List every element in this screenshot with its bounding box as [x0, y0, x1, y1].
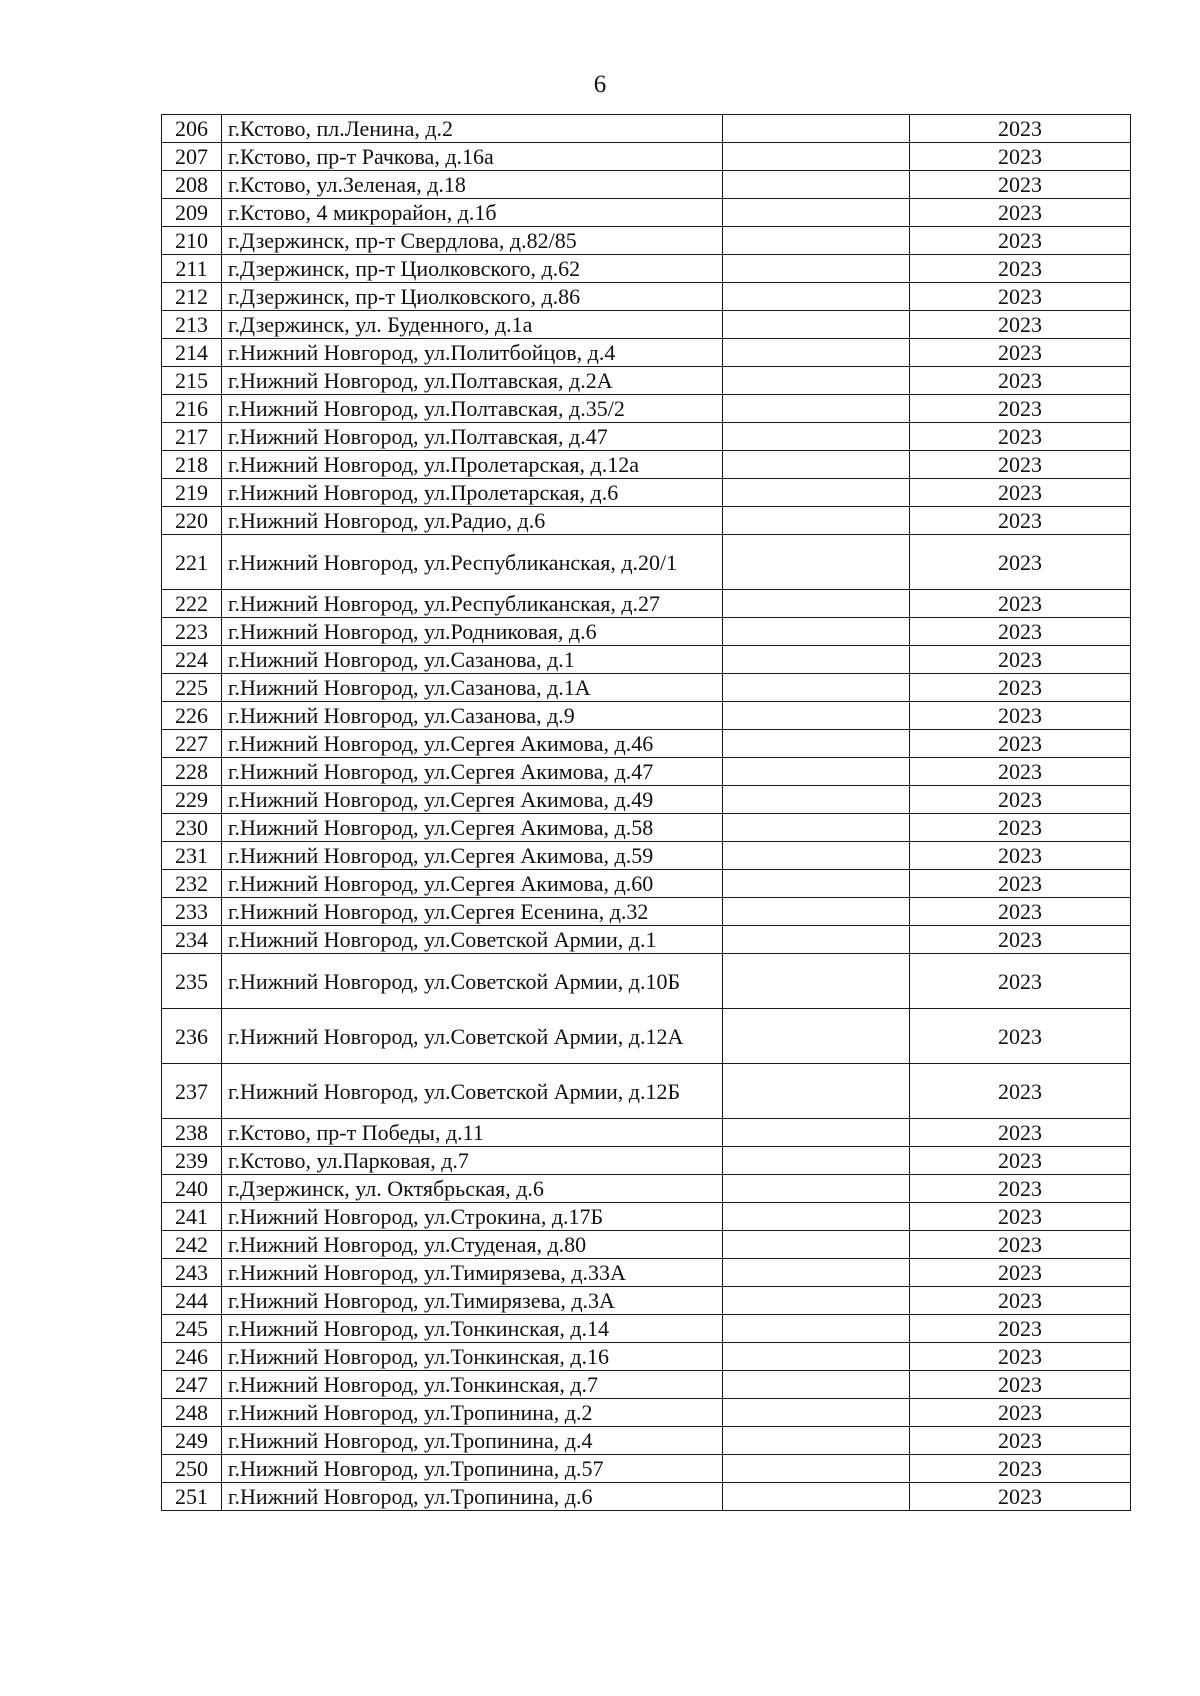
table-row [162, 1203, 1131, 1231]
row-number-cell: 234 [162, 926, 222, 954]
table-row [162, 451, 1131, 479]
address-cell: г.Нижний Новгород, ул.Советской Армии, д.1 [222, 926, 723, 954]
address-table-body [162, 115, 1131, 1511]
note-cell [723, 842, 910, 870]
row-number-cell: 237 [162, 1064, 222, 1119]
year-cell: 2023 [910, 618, 1131, 646]
table-row [162, 1064, 1131, 1119]
table-row [162, 535, 1131, 590]
note-cell [723, 1203, 910, 1231]
note-cell [723, 954, 910, 1009]
note-cell [723, 1147, 910, 1175]
year-cell: 2023 [910, 367, 1131, 395]
note-cell [723, 590, 910, 618]
table-row [162, 926, 1131, 954]
row-number-cell: 220 [162, 507, 222, 535]
address-cell: г.Нижний Новгород, ул.Сергея Акимова, д.59 [222, 842, 723, 870]
year-cell: 2023 [910, 702, 1131, 730]
address-cell: г.Нижний Новгород, ул.Тонкинская, д.14 [222, 1315, 723, 1343]
year-cell: 2023 [910, 814, 1131, 842]
year-cell: 2023 [910, 1455, 1131, 1483]
row-number-cell: 214 [162, 339, 222, 367]
table-row [162, 283, 1131, 311]
note-cell [723, 1287, 910, 1315]
address-cell: г.Нижний Новгород, ул.Сергея Акимова, д.60 [222, 870, 723, 898]
address-cell: г.Нижний Новгород, ул.Строкина, д.17Б [222, 1203, 723, 1231]
year-cell: 2023 [910, 1064, 1131, 1119]
address-cell: г.Нижний Новгород, ул.Студеная, д.80 [222, 1231, 723, 1259]
table-row [162, 199, 1131, 227]
note-cell [723, 786, 910, 814]
address-cell: г.Нижний Новгород, ул.Сазанова, д.9 [222, 702, 723, 730]
address-cell: г.Кстово, ул.Зеленая, д.18 [222, 171, 723, 199]
year-cell: 2023 [910, 674, 1131, 702]
address-cell: г.Нижний Новгород, ул.Республиканская, д.27 [222, 590, 723, 618]
note-cell [723, 702, 910, 730]
table-row [162, 1147, 1131, 1175]
table-row [162, 367, 1131, 395]
year-cell: 2023 [910, 730, 1131, 758]
note-cell [723, 1009, 910, 1064]
table-row [162, 255, 1131, 283]
table-row [162, 143, 1131, 171]
year-cell: 2023 [910, 255, 1131, 283]
address-cell: г.Нижний Новгород, ул.Тропинина, д.6 [222, 1483, 723, 1511]
table-row [162, 1371, 1131, 1399]
note-cell [723, 1064, 910, 1119]
year-cell: 2023 [910, 1371, 1131, 1399]
row-number-cell: 243 [162, 1259, 222, 1287]
address-cell: г.Дзержинск, пр-т Циолковского, д.62 [222, 255, 723, 283]
year-cell: 2023 [910, 926, 1131, 954]
row-number-cell: 228 [162, 758, 222, 786]
year-cell: 2023 [910, 143, 1131, 171]
table-row [162, 423, 1131, 451]
table-row [162, 171, 1131, 199]
year-cell: 2023 [910, 1203, 1131, 1231]
address-cell: г.Нижний Новгород, ул.Тропинина, д.4 [222, 1427, 723, 1455]
year-cell: 2023 [910, 1147, 1131, 1175]
address-cell: г.Нижний Новгород, ул.Тропинина, д.2 [222, 1399, 723, 1427]
page-number: 6 [593, 71, 607, 98]
table-row [162, 507, 1131, 535]
address-cell: г.Нижний Новгород, ул.Сазанова, д.1 [222, 646, 723, 674]
note-cell [723, 507, 910, 535]
table-row [162, 1119, 1131, 1147]
row-number-cell: 224 [162, 646, 222, 674]
row-number-cell: 212 [162, 283, 222, 311]
address-cell: г.Кстово, пр-т Рачкова, д.16а [222, 143, 723, 171]
row-number-cell: 227 [162, 730, 222, 758]
table-row [162, 1343, 1131, 1371]
address-cell: г.Нижний Новгород, ул.Республиканская, д.20/1 [222, 535, 723, 590]
address-cell: г.Нижний Новгород, ул.Сазанова, д.1А [222, 674, 723, 702]
row-number-cell: 213 [162, 311, 222, 339]
year-cell: 2023 [910, 1315, 1131, 1343]
address-cell: г.Нижний Новгород, ул.Советской Армии, д.12А [222, 1009, 723, 1064]
row-number-cell: 225 [162, 674, 222, 702]
table-row [162, 1315, 1131, 1343]
address-cell: г.Нижний Новгород, ул.Тропинина, д.57 [222, 1455, 723, 1483]
table-row [162, 1009, 1131, 1064]
address-cell: г.Дзержинск, пр-т Свердлова, д.82/85 [222, 227, 723, 255]
address-cell: г.Нижний Новгород, ул.Тимирязева, д.33А [222, 1259, 723, 1287]
table-row [162, 870, 1131, 898]
note-cell [723, 395, 910, 423]
row-number-cell: 244 [162, 1287, 222, 1315]
address-cell: г.Нижний Новгород, ул.Радио, д.6 [222, 507, 723, 535]
table-row [162, 786, 1131, 814]
row-number-cell: 242 [162, 1231, 222, 1259]
note-cell [723, 1315, 910, 1343]
note-cell [723, 926, 910, 954]
note-cell [723, 1343, 910, 1371]
row-number-cell: 238 [162, 1119, 222, 1147]
row-number-cell: 245 [162, 1315, 222, 1343]
year-cell: 2023 [910, 786, 1131, 814]
address-cell: г.Нижний Новгород, ул.Пролетарская, д.6 [222, 479, 723, 507]
table-row [162, 395, 1131, 423]
row-number-cell: 208 [162, 171, 222, 199]
year-cell: 2023 [910, 311, 1131, 339]
row-number-cell: 217 [162, 423, 222, 451]
address-cell: г.Нижний Новгород, ул.Сергея Акимова, д.49 [222, 786, 723, 814]
address-cell: г.Нижний Новгород, ул.Тонкинская, д.16 [222, 1343, 723, 1371]
table-row [162, 674, 1131, 702]
table-row [162, 758, 1131, 786]
note-cell [723, 227, 910, 255]
row-number-cell: 248 [162, 1399, 222, 1427]
table-row [162, 842, 1131, 870]
note-cell [723, 423, 910, 451]
note-cell [723, 814, 910, 842]
table-row [162, 1175, 1131, 1203]
address-cell: г.Нижний Новгород, ул.Сергея Акимова, д.47 [222, 758, 723, 786]
table-row [162, 730, 1131, 758]
row-number-cell: 215 [162, 367, 222, 395]
row-number-cell: 206 [162, 115, 222, 143]
row-number-cell: 218 [162, 451, 222, 479]
note-cell [723, 171, 910, 199]
address-cell: г.Нижний Новгород, ул.Тонкинская, д.7 [222, 1371, 723, 1399]
address-cell: г.Кстово, 4 микрорайон, д.1б [222, 199, 723, 227]
address-cell: г.Нижний Новгород, ул.Сергея Акимова, д.46 [222, 730, 723, 758]
note-cell [723, 143, 910, 171]
address-cell: г.Нижний Новгород, ул.Полтавская, д.2А [222, 367, 723, 395]
row-number-cell: 223 [162, 618, 222, 646]
year-cell: 2023 [910, 1343, 1131, 1371]
note-cell [723, 311, 910, 339]
year-cell: 2023 [910, 758, 1131, 786]
row-number-cell: 221 [162, 535, 222, 590]
note-cell [723, 674, 910, 702]
note-cell [723, 451, 910, 479]
address-cell: г.Дзержинск, ул. Буденного, д.1а [222, 311, 723, 339]
note-cell [723, 115, 910, 143]
address-cell: г.Нижний Новгород, ул.Родниковая, д.6 [222, 618, 723, 646]
row-number-cell: 211 [162, 255, 222, 283]
year-cell: 2023 [910, 1259, 1131, 1287]
row-number-cell: 210 [162, 227, 222, 255]
year-cell: 2023 [910, 507, 1131, 535]
year-cell: 2023 [910, 1483, 1131, 1511]
table-row [162, 311, 1131, 339]
note-cell [723, 339, 910, 367]
address-cell: г.Нижний Новгород, ул.Советской Армии, д.12Б [222, 1064, 723, 1119]
address-cell: г.Нижний Новгород, ул.Тимирязева, д.3А [222, 1287, 723, 1315]
table-row [162, 339, 1131, 367]
note-cell [723, 479, 910, 507]
year-cell: 2023 [910, 842, 1131, 870]
address-cell: г.Нижний Новгород, ул.Сергея Есенина, д.32 [222, 898, 723, 926]
address-cell: г.Кстово, пр-т Победы, д.11 [222, 1119, 723, 1147]
table-row [162, 1455, 1131, 1483]
note-cell [723, 870, 910, 898]
year-cell: 2023 [910, 1399, 1131, 1427]
row-number-cell: 216 [162, 395, 222, 423]
year-cell: 2023 [910, 171, 1131, 199]
year-cell: 2023 [910, 870, 1131, 898]
address-cell: г.Нижний Новгород, ул.Сергея Акимова, д.58 [222, 814, 723, 842]
note-cell [723, 1119, 910, 1147]
year-cell: 2023 [910, 283, 1131, 311]
table-row [162, 227, 1131, 255]
row-number-cell: 240 [162, 1175, 222, 1203]
year-cell: 2023 [910, 590, 1131, 618]
note-cell [723, 1399, 910, 1427]
row-number-cell: 229 [162, 786, 222, 814]
row-number-cell: 241 [162, 1203, 222, 1231]
row-number-cell: 219 [162, 479, 222, 507]
table-row [162, 1231, 1131, 1259]
row-number-cell: 251 [162, 1483, 222, 1511]
address-cell: г.Нижний Новгород, ул.Полтавская, д.47 [222, 423, 723, 451]
row-number-cell: 231 [162, 842, 222, 870]
year-cell: 2023 [910, 954, 1131, 1009]
year-cell: 2023 [910, 479, 1131, 507]
table-row [162, 590, 1131, 618]
note-cell [723, 1455, 910, 1483]
row-number-cell: 246 [162, 1343, 222, 1371]
note-cell [723, 199, 910, 227]
row-number-cell: 233 [162, 898, 222, 926]
row-number-cell: 239 [162, 1147, 222, 1175]
table-row [162, 479, 1131, 507]
address-cell: г.Нижний Новгород, ул.Полтавская, д.35/2 [222, 395, 723, 423]
table-row [162, 898, 1131, 926]
year-cell: 2023 [910, 115, 1131, 143]
row-number-cell: 232 [162, 870, 222, 898]
year-cell: 2023 [910, 898, 1131, 926]
table-row [162, 1399, 1131, 1427]
row-number-cell: 247 [162, 1371, 222, 1399]
note-cell [723, 1231, 910, 1259]
note-cell [723, 758, 910, 786]
row-number-cell: 235 [162, 954, 222, 1009]
note-cell [723, 1371, 910, 1399]
note-cell [723, 1175, 910, 1203]
row-number-cell: 207 [162, 143, 222, 171]
address-cell: г.Нижний Новгород, ул.Советской Армии, д.10Б [222, 954, 723, 1009]
row-number-cell: 249 [162, 1427, 222, 1455]
year-cell: 2023 [910, 535, 1131, 590]
note-cell [723, 646, 910, 674]
table-row [162, 954, 1131, 1009]
note-cell [723, 1259, 910, 1287]
table-row [162, 1287, 1131, 1315]
year-cell: 2023 [910, 1009, 1131, 1064]
year-cell: 2023 [910, 1119, 1131, 1147]
table-row [162, 115, 1131, 143]
address-cell: г.Кстово, пл.Ленина, д.2 [222, 115, 723, 143]
address-cell: г.Дзержинск, ул. Октябрьская, д.6 [222, 1175, 723, 1203]
year-cell: 2023 [910, 1231, 1131, 1259]
address-cell: г.Кстово, ул.Парковая, д.7 [222, 1147, 723, 1175]
note-cell [723, 618, 910, 646]
year-cell: 2023 [910, 1287, 1131, 1315]
table-row [162, 1427, 1131, 1455]
note-cell [723, 898, 910, 926]
year-cell: 2023 [910, 395, 1131, 423]
year-cell: 2023 [910, 339, 1131, 367]
note-cell [723, 283, 910, 311]
table-row [162, 814, 1131, 842]
note-cell [723, 255, 910, 283]
year-cell: 2023 [910, 451, 1131, 479]
note-cell [723, 535, 910, 590]
year-cell: 2023 [910, 1427, 1131, 1455]
note-cell [723, 1427, 910, 1455]
table-row [162, 1483, 1131, 1511]
year-cell: 2023 [910, 646, 1131, 674]
address-cell: г.Нижний Новгород, ул.Политбойцов, д.4 [222, 339, 723, 367]
address-cell: г.Нижний Новгород, ул.Пролетарская, д.12а [222, 451, 723, 479]
row-number-cell: 222 [162, 590, 222, 618]
note-cell [723, 1483, 910, 1511]
year-cell: 2023 [910, 1175, 1131, 1203]
row-number-cell: 209 [162, 199, 222, 227]
address-cell: г.Дзержинск, пр-т Циолковского, д.86 [222, 283, 723, 311]
year-cell: 2023 [910, 423, 1131, 451]
table-row [162, 702, 1131, 730]
row-number-cell: 250 [162, 1455, 222, 1483]
row-number-cell: 236 [162, 1009, 222, 1064]
address-table [161, 114, 1131, 1511]
note-cell [723, 367, 910, 395]
table-row [162, 646, 1131, 674]
table-row [162, 618, 1131, 646]
row-number-cell: 230 [162, 814, 222, 842]
note-cell [723, 730, 910, 758]
row-number-cell: 226 [162, 702, 222, 730]
year-cell: 2023 [910, 199, 1131, 227]
year-cell: 2023 [910, 227, 1131, 255]
table-row [162, 1259, 1131, 1287]
